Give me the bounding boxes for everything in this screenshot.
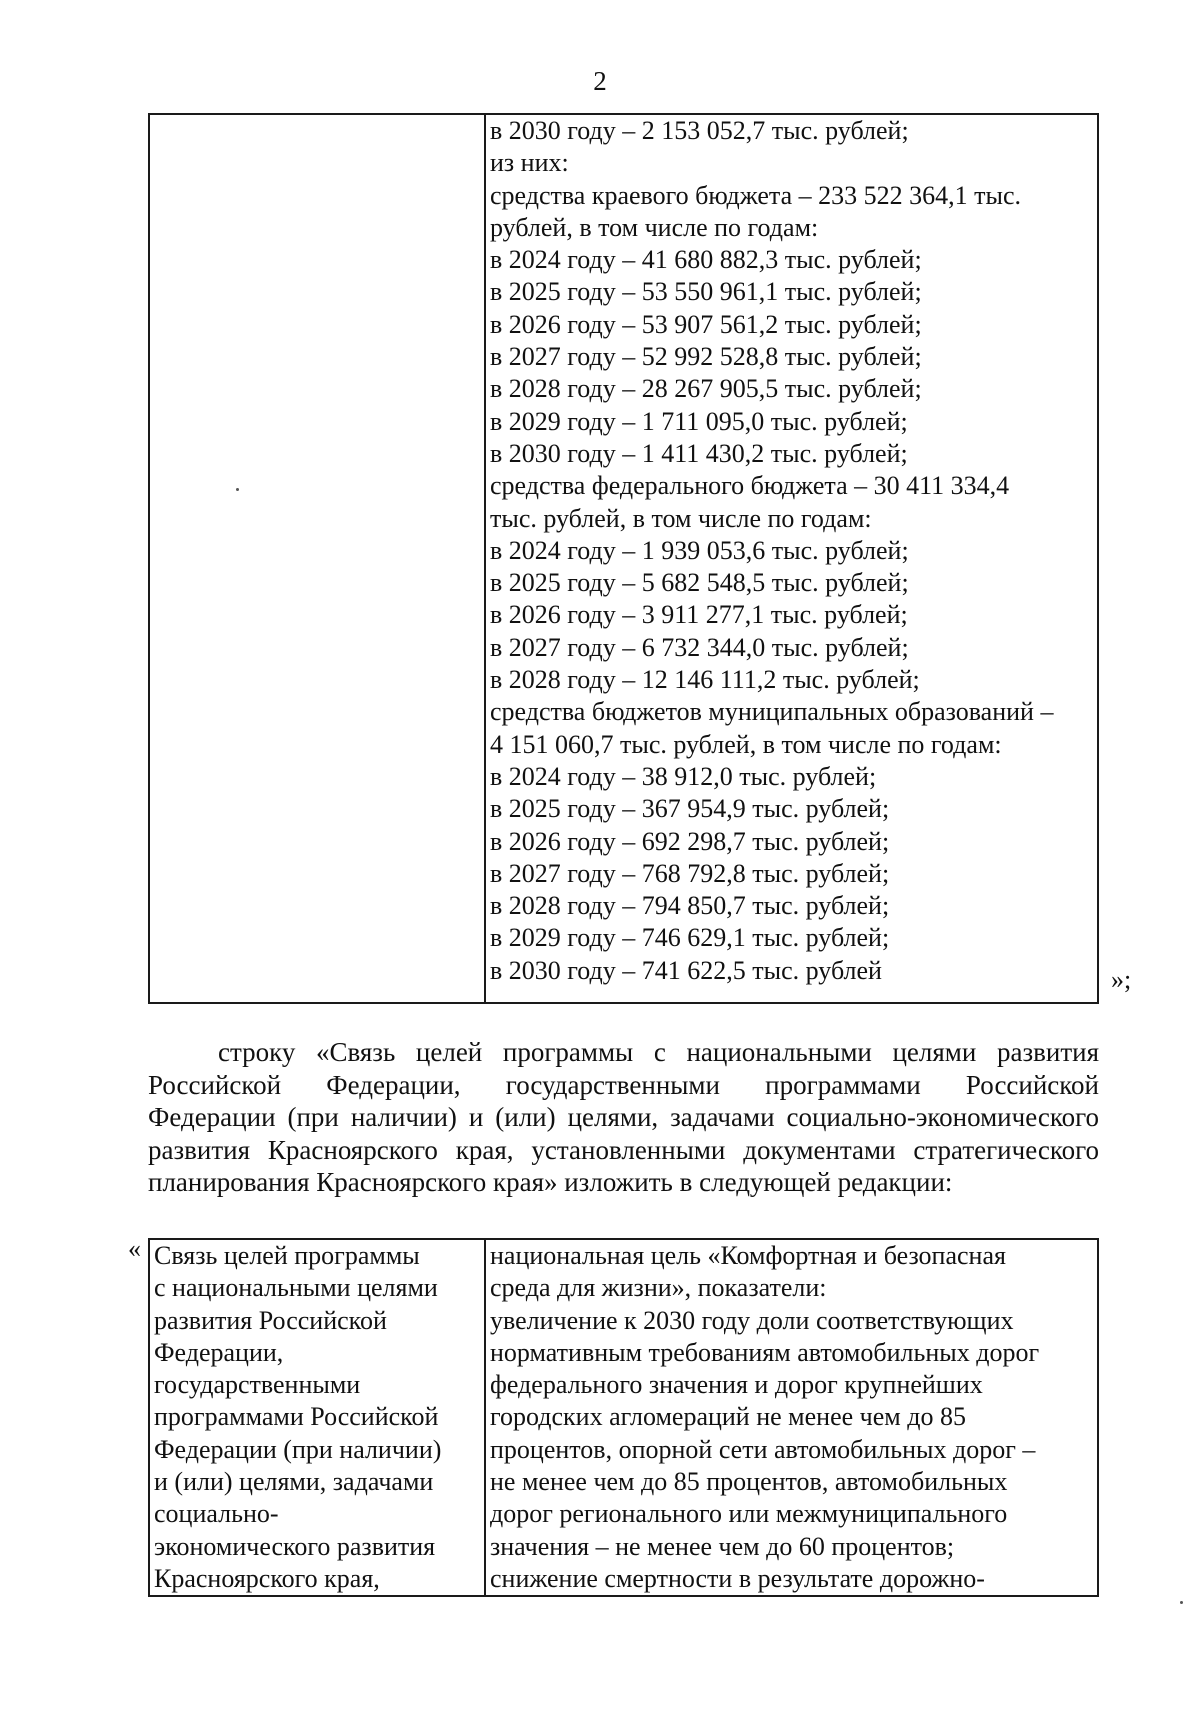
goals-value-line: процентов, опорной сети автомобильных дорог – <box>490 1434 1036 1464</box>
goals-label-line: с национальными целями <box>154 1273 438 1303</box>
finance-line: средства бюджетов муниципальных образований – <box>490 697 1054 727</box>
finance-line: в 2025 году – 367 954,9 тыс. рублей; <box>490 794 890 824</box>
finance-line: тыс. рублей, в том числе по годам: <box>490 503 872 533</box>
goals-value-line: значения – не менее чем до 60 процентов; <box>490 1531 955 1561</box>
finance-line: средства краевого бюджета – 233 522 364,1 тыс. <box>490 180 1021 210</box>
goals-value-line: дорог регионального или межмуниципального <box>490 1499 1008 1529</box>
scan-speck <box>1180 1601 1183 1604</box>
goals-label-line: Федерации, <box>154 1337 284 1367</box>
goals-label-line: Федерации (при наличии) <box>154 1434 442 1464</box>
finance-line: в 2030 году – 741 622,5 тыс. рублей <box>490 955 882 985</box>
paragraph-line: планирования Красноярского края» изложить в следующей редакции: <box>148 1167 953 1198</box>
closing-quote-mark: »; <box>1111 965 1132 994</box>
goals-label-line: экономического развития <box>154 1531 436 1561</box>
goals-value-line: снижение смертности в результате дорожно- <box>490 1563 985 1593</box>
paragraph-line: Федерации (при наличии) и (или) целями, задачами социально-экономического <box>148 1102 1099 1133</box>
goals-label-line: программами Российской <box>154 1402 439 1432</box>
finance-line: в 2026 году – 692 298,7 тыс. рублей; <box>490 826 890 856</box>
scan-speck <box>236 488 239 491</box>
finance-line: в 2024 году – 38 912,0 тыс. рублей; <box>490 761 877 791</box>
page-number: 2 <box>593 66 607 96</box>
goals-value-line: нормативным требованиям автомобильных дорог <box>490 1337 1040 1367</box>
goals-value-line: среда для жизни», показатели: <box>490 1273 827 1303</box>
amendment-paragraph <box>148 1036 1099 1199</box>
goals-values-cell <box>485 1239 1098 1596</box>
finance-line: в 2029 году – 1 711 095,0 тыс. рублей; <box>490 406 908 436</box>
finance-line: в 2025 году – 53 550 961,1 тыс. рублей; <box>490 277 922 307</box>
table-row <box>149 1239 1098 1596</box>
finance-line: в 2028 году – 12 146 111,2 тыс. рублей; <box>490 665 920 695</box>
finance-line: в 2026 году – 53 907 561,2 тыс. рублей; <box>490 309 922 339</box>
finance-label-cell <box>149 114 485 1003</box>
finance-line: в 2025 году – 5 682 548,5 тыс. рублей; <box>490 568 909 598</box>
finance-line: средства федерального бюджета – 30 411 334,4 <box>490 471 1010 501</box>
finance-line: в 2028 году – 28 267 905,5 тыс. рублей; <box>490 374 922 404</box>
goals-value-line: федерального значения и дорог крупнейших <box>490 1370 983 1400</box>
finance-line: в 2027 году – 6 732 344,0 тыс. рублей; <box>490 632 909 662</box>
finance-line: 4 151 060,7 тыс. рублей, в том числе по годам: <box>490 729 1002 759</box>
table-row <box>149 114 1098 1003</box>
finance-line: из них: <box>490 148 569 178</box>
finance-line: в 2027 году – 768 792,8 тыс. рублей; <box>490 858 890 888</box>
goals-label-cell <box>149 1239 485 1596</box>
goals-value-line: увеличение к 2030 году доли соответствующих <box>490 1305 1014 1335</box>
paragraph-line: развития Красноярского края, установленными документами стратегического <box>148 1134 1099 1165</box>
goals-value-line: национальная цель «Комфортная и безопасная <box>490 1241 1006 1270</box>
paragraph-line: Российской Федерации, государственными программами Российской <box>148 1069 1099 1100</box>
goals-table <box>148 1238 1099 1597</box>
finance-line: в 2030 году – 2 153 052,7 тыс. рублей; <box>490 116 909 145</box>
finance-line: в 2028 году – 794 850,7 тыс. рублей; <box>490 891 890 921</box>
goals-value-line: городских агломераций не менее чем до 85 <box>490 1402 966 1432</box>
paragraph-line: строку «Связь целей программы с национальными целями развития <box>218 1037 1099 1067</box>
goals-label-line: развития Российской <box>154 1305 387 1335</box>
finance-values-cell <box>485 114 1098 1003</box>
finance-line: в 2030 году – 1 411 430,2 тыс. рублей; <box>490 438 908 468</box>
goals-label-line: Связь целей программы <box>154 1241 420 1270</box>
finance-line: в 2024 году – 1 939 053,6 тыс. рублей; <box>490 535 909 565</box>
finance-line: в 2029 году – 746 629,1 тыс. рублей; <box>490 923 890 953</box>
goals-label-line: государственными <box>154 1370 361 1400</box>
opening-quote-mark: « <box>128 1234 141 1263</box>
goals-label-line: социально- <box>154 1499 279 1529</box>
goals-label-line: Красноярского края, <box>154 1563 380 1593</box>
goals-label-line: и (или) целями, задачами <box>154 1467 434 1497</box>
finance-line: в 2027 году – 52 992 528,8 тыс. рублей; <box>490 342 922 372</box>
finance-table <box>148 113 1099 1004</box>
finance-line: рублей, в том числе по годам: <box>490 212 819 242</box>
finance-line: в 2024 году – 41 680 882,3 тыс. рублей; <box>490 245 922 275</box>
finance-line: в 2026 году – 3 911 277,1 тыс. рублей; <box>490 600 908 630</box>
goals-value-line: не менее чем до 85 процентов, автомобильных <box>490 1467 1008 1497</box>
